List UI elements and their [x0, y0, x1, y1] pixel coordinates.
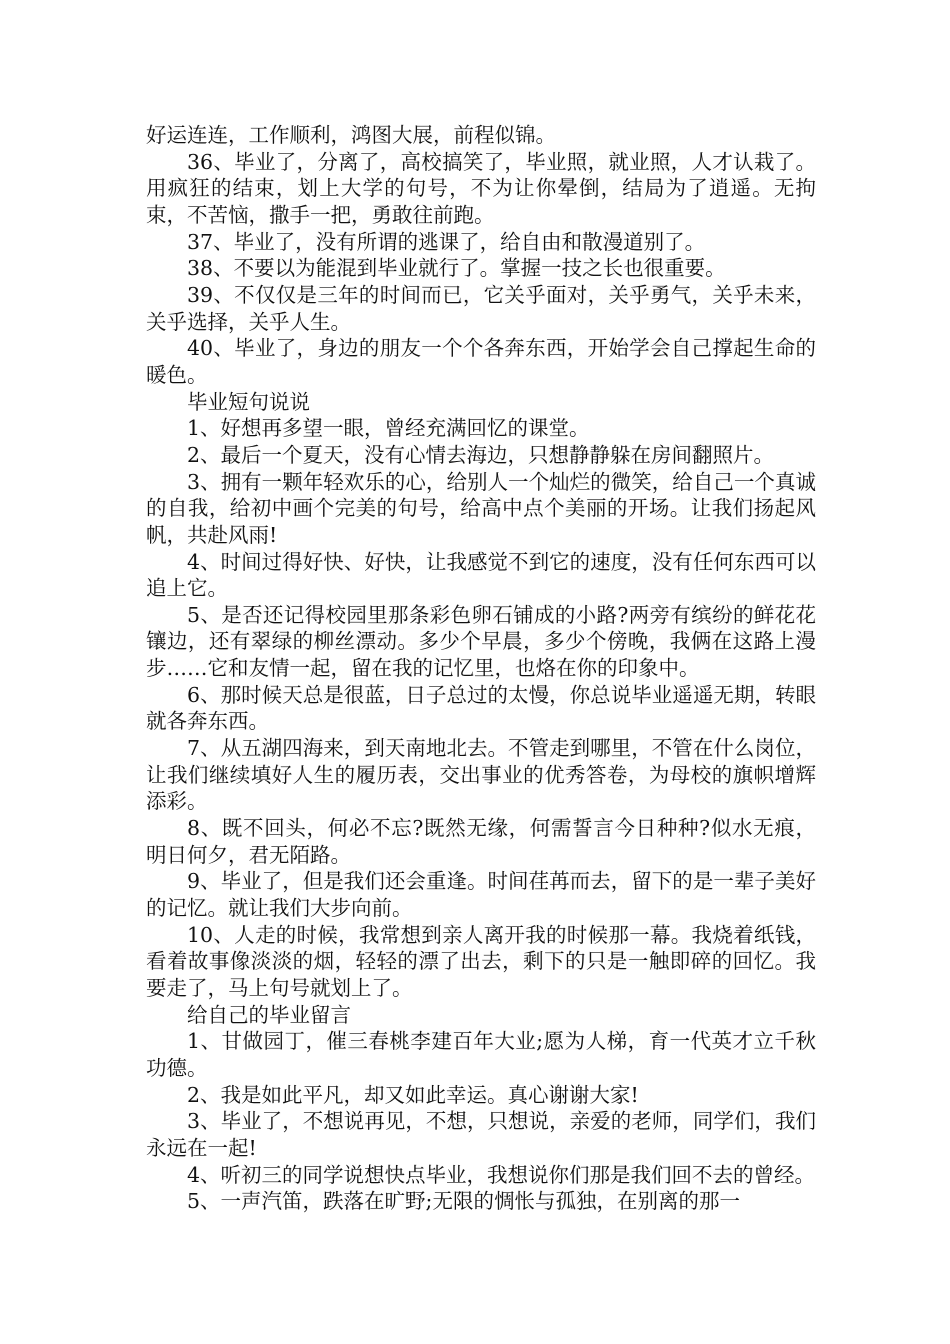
- paragraph: 10、人走的时候，我常想到亲人离开我的时候那一幕。我烧着纸钱，看着故事像淡淡的烟，轻轻的漂了出去，剩下的只是一触即碎的回忆。我要走了，马上句号就划上了。: [146, 922, 816, 1000]
- paragraph: 39、不仅仅是三年的时间而已，它关乎面对，关乎勇气，关乎未来，关乎选择，关乎人生。: [146, 282, 816, 334]
- paragraph: 40、毕业了，身边的朋友一个个各奔东西，开始学会自己撑起生命的暖色。: [146, 336, 816, 387]
- paragraph: 5、一声汽笛，跌落在旷野;无限的惆怅与孤独，在别离的那一: [187, 1189, 740, 1214]
- paragraph: 8、既不回头，何必不忘?既然无缘，何需誓言今日种种?似水无痕，明日何夕，君无陌路。: [146, 816, 816, 867]
- paragraph: 2、最后一个夏天，没有心情去海边，只想静静躲在房间翻照片。: [187, 442, 775, 467]
- paragraph: 38、不要以为能混到毕业就行了。掌握一技之长也很重要。: [187, 256, 726, 281]
- document-body: [146, 122, 816, 1215]
- paragraph: 6、那时候天总是很蓝，日子总过的太慢，你总说毕业遥遥无期，转眼就各奔东西。: [146, 682, 816, 734]
- paragraph: 7、从五湖四海来，到天南地北去。不管走到哪里，不管在什么岗位，让我们继续填好人生的履历表，交出事业的优秀答卷，为母校的旗帜增辉添彩。: [146, 736, 816, 814]
- paragraph: 1、甘做园丁，催三春桃李建百年大业;愿为人梯，育一代英才立千秋功德。: [146, 1029, 816, 1080]
- paragraph: 1、好想再多望一眼，曾经充满回忆的课堂。: [187, 416, 590, 441]
- paragraph: 4、听初三的同学说想快点毕业，我想说你们那是我们回不去的曾经。: [187, 1162, 816, 1187]
- paragraph: 9、毕业了，但是我们还会重逢。时间荏苒而去，留下的是一辈子美好的记忆。就让我们大步向前。: [146, 869, 816, 921]
- paragraph: 2、我是如此平凡，却又如此幸运。真心谢谢大家!: [187, 1082, 639, 1107]
- paragraph: 4、时间过得好快、好快，让我感觉不到它的速度，没有任何东西可以追上它。: [146, 549, 816, 601]
- section-heading: 毕业短句说说: [187, 389, 310, 414]
- paragraph: 5、是否还记得校园里那条彩色卵石铺成的小路?两旁有缤纷的鲜花花镶边，还有翠绿的柳丝漂动。多少个早晨，多少个傍晚，我俩在这路上漫步……它和友情一起，留在我的记忆里，也烙在你的印象中。: [146, 602, 816, 681]
- paragraph: 好运连连，工作顺利，鸿图大展，前程似锦。: [146, 123, 556, 147]
- paragraph: 36、毕业了，分离了，高校搞笑了，毕业照，就业照，人才认栽了。用疯狂的结束，划上大学的句号，不为让你晕倒，结局为了逍遥。无拘束，不苦恼，撒手一把，勇敢往前跑。: [146, 149, 816, 227]
- section-heading: 给自己的毕业留言: [187, 1002, 351, 1027]
- paragraph: 37、毕业了，没有所谓的逃课了，给自由和散漫道别了。: [187, 229, 706, 254]
- paragraph: 3、拥有一颗年轻欢乐的心，给别人一个灿烂的微笑，给自己一个真诚的自我，给初中画个完美的句号，给高中点个美丽的开场。让我们扬起风帆，共赴风雨!: [146, 469, 816, 547]
- paragraph: 3、毕业了，不想说再见，不想，只想说，亲爱的老师，同学们，我们永远在一起!: [146, 1109, 816, 1160]
